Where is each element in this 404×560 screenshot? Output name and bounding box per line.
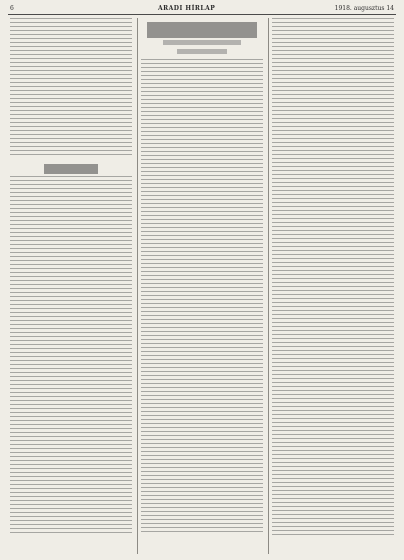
text-column-right: [272, 18, 394, 554]
illegible-article-text: [272, 58, 394, 538]
illegible-article-subheading: [163, 40, 241, 45]
text-column-middle: [141, 18, 263, 554]
illegible-article-subheading: [177, 49, 227, 54]
issue-date: 1918. augusztus 14: [334, 5, 394, 12]
illegible-article-text: [141, 95, 263, 535]
page-number: 6: [10, 5, 14, 12]
illegible-article-text: [272, 18, 394, 58]
illegible-article-text: [141, 59, 263, 95]
column-divider: [137, 18, 138, 554]
header-rule: [8, 14, 396, 15]
column-divider: [268, 18, 269, 554]
illegible-article-heading: [44, 164, 98, 174]
illegible-article-text: [10, 176, 132, 536]
illegible-article-text: [10, 18, 132, 158]
newspaper-masthead: ARADI HÍRLAP: [158, 5, 216, 12]
illegible-article-heading: [147, 22, 257, 38]
text-column-left: [10, 18, 132, 554]
